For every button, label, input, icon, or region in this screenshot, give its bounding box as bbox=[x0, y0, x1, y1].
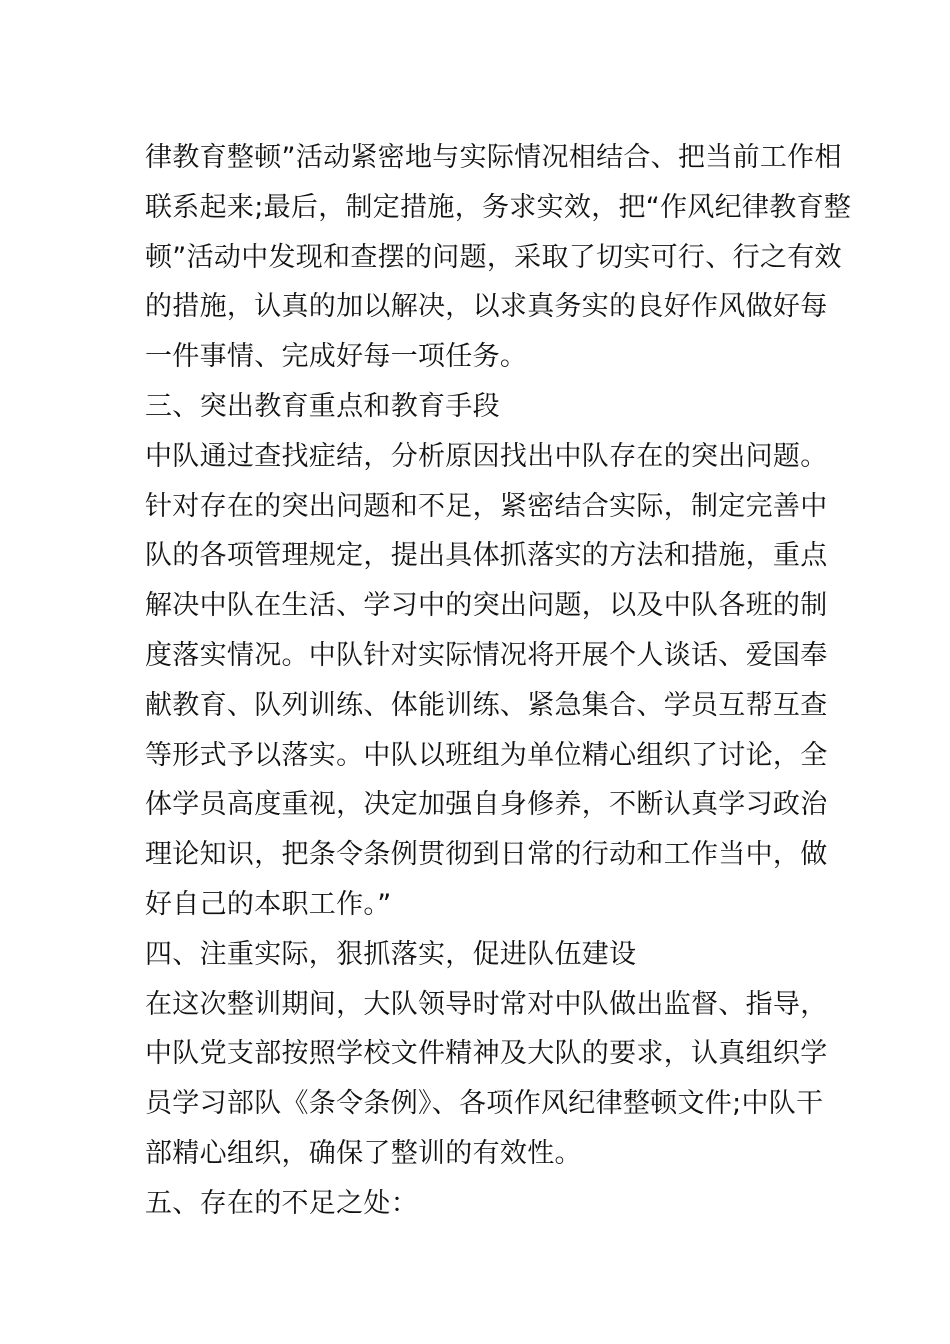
paragraph-line: 中队通过查找症结，分析原因找出中队存在的突出问题。 bbox=[145, 440, 828, 472]
paragraph-line: 等形式予以落实。中队以班组为单位精心组织了讨论，全 bbox=[145, 739, 828, 771]
paragraph-line: 队的各项管理规定，提出具体抓落实的方法和措施，重点 bbox=[145, 540, 828, 572]
paragraph-line: 献教育、队列训练、体能训练、紧急集合、学员互帮互查 bbox=[145, 689, 828, 721]
paragraph-line: 部精心组织，确保了整训的有效性。 bbox=[145, 1137, 582, 1169]
paragraph-line: 体学员高度重视，决定加强自身修养，不断认真学习政治 bbox=[145, 789, 828, 821]
paragraph-line: 员学习部队《条令条例》、各项作风纪律整顿文件;中队干 bbox=[145, 1088, 824, 1120]
paragraph-line: 度落实情况。中队针对实际情况将开展个人谈话、爱国奉 bbox=[145, 639, 828, 671]
paragraph-line: 理论知识，把条令条例贯彻到日常的行动和工作当中，做 bbox=[145, 839, 828, 871]
paragraph-line: 顿”活动中发现和查摆的问题，采取了切实可行、行之有效 bbox=[145, 241, 842, 273]
paragraph-line: 中队党支部按照学校文件精神及大队的要求，认真组织学 bbox=[145, 1038, 828, 1070]
document-page bbox=[145, 133, 852, 1229]
paragraph-line: 联系起来;最后，制定措施，务求实效，把“作风纪律教育整 bbox=[145, 191, 852, 223]
paragraph-line: 解决中队在生活、学习中的突出问题，以及中队各班的制 bbox=[145, 590, 828, 622]
paragraph-line: 针对存在的突出问题和不足，紧密结合实际，制定完善中 bbox=[145, 490, 828, 522]
section-heading-3: 三、突出教育重点和教育手段 bbox=[145, 390, 500, 422]
paragraph-line: 的措施，认真的加以解决，以求真务实的良好作风做好每 bbox=[145, 291, 828, 323]
paragraph-line: 在这次整训期间，大队领导时常对中队做出监督、指导， bbox=[145, 988, 828, 1020]
section-heading-5: 五、存在的不足之处： bbox=[145, 1187, 418, 1219]
paragraph-line: 一件事情、完成好每一项任务。 bbox=[145, 341, 528, 373]
paragraph-line: 律教育整顿”活动紧密地与实际情况相结合、把当前工作相 bbox=[145, 142, 842, 173]
section-heading-4: 四、注重实际，狠抓落实，促进队伍建设 bbox=[145, 938, 637, 970]
paragraph-line: 好自己的本职工作。” bbox=[145, 888, 392, 920]
